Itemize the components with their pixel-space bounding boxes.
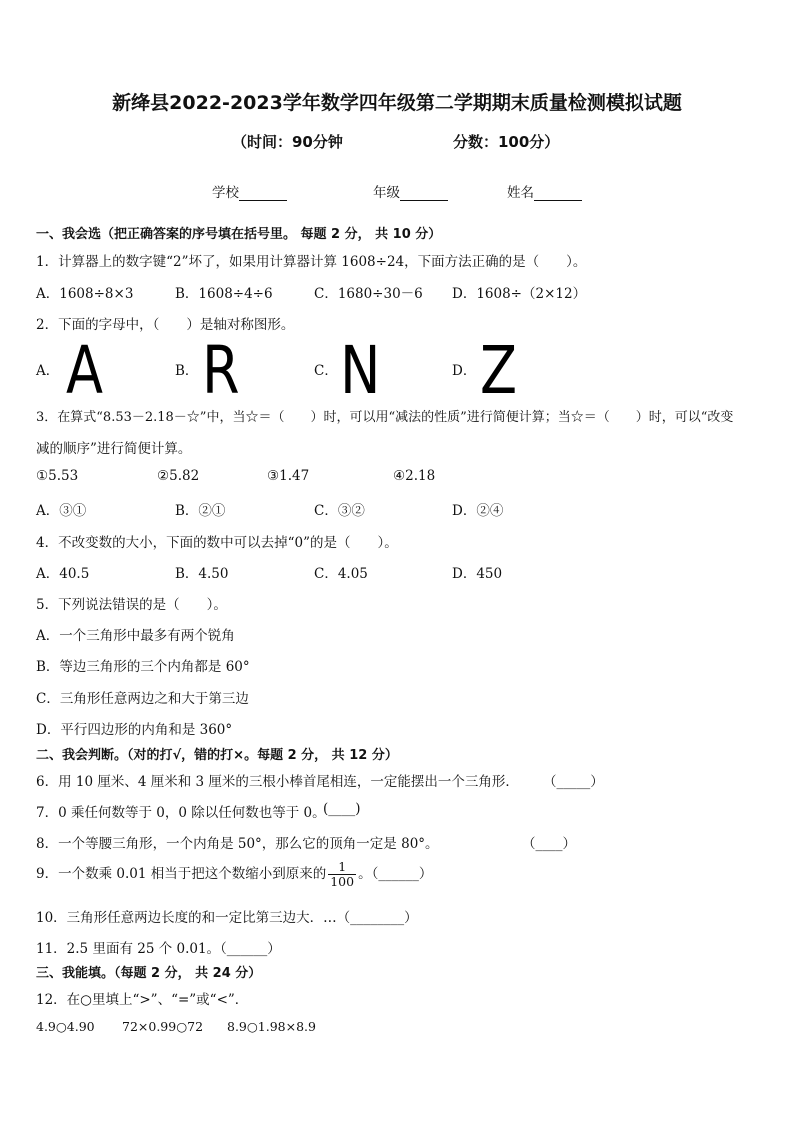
q5-option-b[interactable]: B．等边三角形的三个内角都是 60° [36, 659, 250, 675]
grade-label: 年级 [373, 185, 400, 201]
q2-letter-b: R [202, 332, 240, 409]
q3-option-c[interactable]: C．③② [314, 503, 365, 519]
name-blank[interactable] [534, 186, 582, 201]
q3-item-1: ①5.53 [36, 468, 79, 484]
q12-item-2[interactable]: 72×0.99○72 [122, 1019, 204, 1034]
question-9 [36, 860, 432, 889]
name-field[interactable] [507, 181, 582, 201]
q3-option-d[interactable]: D．②④ [452, 503, 504, 519]
q3-item-4: ④2.18 [393, 468, 436, 484]
question-3-line1: 3．在算式“8.53－2.18－☆”中，当☆＝（ ）时，可以用“减法的性质”进行简便计算；当☆＝（ ）时，可以“改变 [36, 410, 734, 425]
q4-option-d[interactable]: D．450 [452, 566, 503, 582]
question-12: 12．在○里填上“>”、“=”或“<”． [36, 992, 249, 1008]
q3-item-2: ②5.82 [157, 468, 200, 484]
page-title: 新绛县2022-2023学年数学四年级第二学期期末质量检测模拟试题 [112, 92, 682, 114]
name-label: 姓名 [507, 185, 534, 201]
exam-score: 分数：100分） [453, 133, 560, 151]
q5-option-d[interactable]: D．平行四边形的内角和是 360° [36, 722, 233, 738]
q2-option-c[interactable]: C． [314, 363, 338, 379]
q1-option-b[interactable]: B．1608÷4÷6 [175, 286, 273, 302]
q2-option-b[interactable]: B． [175, 363, 199, 379]
q8-answer[interactable]: （____） [522, 836, 576, 852]
exam-time: （时间：90分钟 [232, 133, 343, 151]
q1-option-c[interactable]: C．1680÷30－6 [314, 286, 423, 302]
q4-option-a[interactable]: A．40.5 [36, 566, 90, 582]
question-8: 8．一个等腰三角形，一个内角是 50°，那么它的顶角一定是 80°。 [36, 836, 439, 852]
q3-item-3: ③1.47 [267, 468, 310, 484]
q2-letter-d: Z [480, 332, 518, 409]
question-2: 2．下面的字母中，（ ）是轴对称图形。 [36, 317, 295, 333]
q2-letter-c: N [340, 332, 381, 409]
q2-letter-a: A [66, 332, 104, 409]
q12-item-3[interactable]: 8.9○1.98×8.9 [227, 1019, 316, 1034]
q6-answer[interactable]: （_____） [543, 774, 604, 790]
q4-option-c[interactable]: C．4.05 [314, 566, 368, 582]
q3-option-b[interactable]: B．②① [175, 503, 226, 519]
q9-fraction [328, 860, 356, 889]
q5-option-a[interactable]: A．一个三角形中最多有两个锐角 [36, 628, 235, 644]
q2-option-d[interactable]: D． [452, 363, 477, 379]
q1-option-a[interactable]: A．1608÷8×3 [36, 286, 134, 302]
q9-text-before: 9．一个数乘 0.01 相当于把这个数缩小到原来的 [36, 866, 327, 882]
section3-header: 三、我能填。（每题 2 分， 共 24 分） [36, 966, 262, 981]
q5-option-c[interactable]: C．三角形任意两边之和大于第三边 [36, 691, 249, 707]
question-10: 10．三角形任意两边长度的和一定比第三边大．…（________） [36, 910, 418, 926]
school-blank[interactable] [239, 186, 287, 201]
section1-header: 一、我会选（把正确答案的序号填在括号里。 每题 2 分， 共 10 分） [36, 227, 442, 242]
q3-option-a[interactable]: A．③① [36, 503, 87, 519]
question-11: 11．2.5 里面有 25 个 0.01。（______） [36, 941, 281, 957]
school-field[interactable] [212, 181, 287, 201]
question-1: 1．计算器上的数字键“2”坏了，如果用计算器计算 1608÷24，下面方法正确的是（ ）。 [36, 254, 587, 270]
question-5: 5．下列说法错误的是（ ）。 [36, 597, 227, 613]
question-3-line2: 减的顺序”进行简便计算。 [36, 441, 192, 457]
q9-fraction-denominator: 100 [330, 874, 355, 889]
grade-field[interactable] [373, 181, 448, 201]
section2-header: 二、我会判断。（对的打√，错的打×。每题 2 分， 共 12 分） [36, 748, 398, 763]
q9-text-after[interactable]: 。（______） [358, 866, 433, 882]
q2-option-a[interactable]: A． [36, 363, 60, 379]
school-label: 学校 [212, 185, 239, 201]
q4-option-b[interactable]: B．4.50 [175, 566, 229, 582]
q7-answer[interactable]: (____) [323, 801, 361, 817]
q1-option-d[interactable]: D．1608÷（2×12） [452, 286, 587, 302]
question-6: 6．用 10 厘米、4 厘米和 3 厘米的三根小棒首尾相连，一定能摆出一个三角形． [36, 774, 519, 790]
q12-item-1[interactable]: 4.9○4.90 [36, 1019, 95, 1034]
grade-blank[interactable] [400, 186, 448, 201]
q9-fraction-numerator: 1 [338, 859, 347, 874]
question-4: 4．不改变数的大小，下面的数中可以去掉“0”的是（ ）。 [36, 535, 398, 551]
question-7: 7．0 乘任何数等于 0，0 除以任何数也等于 0。 [36, 805, 326, 821]
